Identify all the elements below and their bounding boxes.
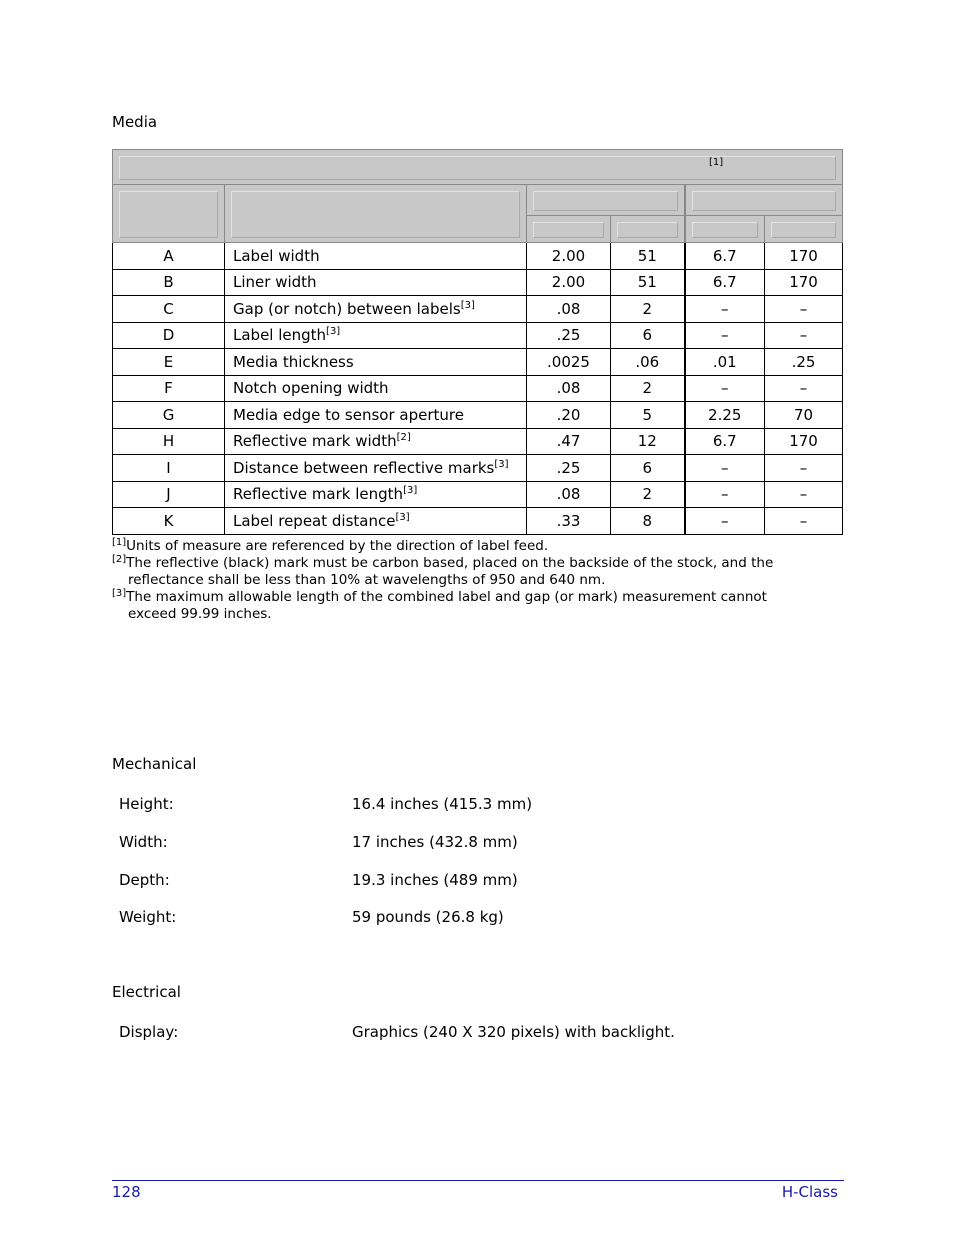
row-max-inches: – xyxy=(685,296,765,323)
row-dimension: Distance between reflective marks[3] xyxy=(225,455,527,482)
row-max-mm: – xyxy=(765,322,843,349)
row-max-inches: – xyxy=(685,508,765,535)
row-max-inches: – xyxy=(685,322,765,349)
row-key: D xyxy=(113,322,225,349)
footnote-2: [2]The reflective (black) mark must be carbon based, placed on the backside of the stock, and the reflectance shall be less than 10% at wavelengths of 950 and 640 nm. xyxy=(112,554,774,588)
row-min-inches: .47 xyxy=(527,428,611,455)
row-max-mm: – xyxy=(765,455,843,482)
row-dimension: Notch opening width xyxy=(225,375,527,402)
footnote-marker: [3] xyxy=(395,511,410,523)
spec-value-display: Graphics (240 X 320 pixels) with backlight. xyxy=(352,1023,675,1041)
row-key: E xyxy=(113,349,225,376)
row-max-mm: .25 xyxy=(765,349,843,376)
row-min-inches: .25 xyxy=(527,455,611,482)
footnote-3: [3]The maximum allowable length of the combined label and gap (or mark) measurement cannot exceed 99.99 inches. xyxy=(112,588,767,622)
row-dimension: Label length[3] xyxy=(225,322,527,349)
spec-value-width: 17 inches (432.8 mm) xyxy=(352,833,518,851)
row-max-mm: 170 xyxy=(765,269,843,296)
row-max-mm: – xyxy=(765,481,843,508)
footnote-marker: [3] xyxy=(460,299,475,311)
row-dimension: Media thickness xyxy=(225,349,527,376)
row-min-mm: 51 xyxy=(611,269,685,296)
row-max-mm: 170 xyxy=(765,243,843,270)
row-max-mm: 70 xyxy=(765,402,843,429)
footnote-marker: [3] xyxy=(494,458,509,470)
row-min-inches: .20 xyxy=(527,402,611,429)
footnote-marker: [2] xyxy=(396,432,411,444)
row-max-mm: – xyxy=(765,375,843,402)
row-min-mm: .06 xyxy=(611,349,685,376)
row-min-inches: .0025 xyxy=(527,349,611,376)
footer-product-name: H-Class xyxy=(781,1183,838,1201)
table-row xyxy=(113,243,843,270)
header-cell-max-mm xyxy=(765,216,843,243)
table-row xyxy=(113,322,843,349)
table-row xyxy=(113,349,843,376)
row-dimension: Label width xyxy=(225,243,527,270)
row-dimension: Liner width xyxy=(225,269,527,296)
table-row xyxy=(113,428,843,455)
row-max-inches: 2.25 xyxy=(685,402,765,429)
row-key: G xyxy=(113,402,225,429)
table-row xyxy=(113,269,843,296)
electrical-section-title: Electrical xyxy=(112,983,181,1001)
spec-value-weight: 59 pounds (26.8 kg) xyxy=(352,908,504,926)
row-min-inches: 2.00 xyxy=(527,243,611,270)
row-key: F xyxy=(113,375,225,402)
media-specs-table xyxy=(112,149,843,535)
footnote-marker: [3] xyxy=(326,326,341,338)
row-key: B xyxy=(113,269,225,296)
table-subheader-row xyxy=(113,185,843,216)
spec-label-width: Width: xyxy=(119,833,168,851)
row-min-mm: 2 xyxy=(611,296,685,323)
row-key: I xyxy=(113,455,225,482)
row-key: K xyxy=(113,508,225,535)
table-header-cell xyxy=(113,150,843,185)
row-min-mm: 2 xyxy=(611,481,685,508)
row-max-inches: .01 xyxy=(685,349,765,376)
row-min-inches: .33 xyxy=(527,508,611,535)
row-max-inches: – xyxy=(685,455,765,482)
row-dimension: Label repeat distance[3] xyxy=(225,508,527,535)
media-section-title: Media xyxy=(112,113,158,131)
row-max-mm: 170 xyxy=(765,428,843,455)
row-dimension: Gap (or notch) between labels[3] xyxy=(225,296,527,323)
header-cell-max-inches xyxy=(685,216,765,243)
row-max-mm: – xyxy=(765,296,843,323)
table-row xyxy=(113,375,843,402)
row-dimension: Media edge to sensor aperture xyxy=(225,402,527,429)
header-cell-key xyxy=(113,185,225,243)
footnote-1: [1]Units of measure are referenced by the direction of label feed. xyxy=(112,537,549,554)
row-key: J xyxy=(113,481,225,508)
row-max-inches: – xyxy=(685,481,765,508)
footnote-marker: [3] xyxy=(403,485,418,497)
row-min-mm: 5 xyxy=(611,402,685,429)
row-min-inches: .08 xyxy=(527,375,611,402)
page-number: 128 xyxy=(112,1183,141,1201)
row-key: C xyxy=(113,296,225,323)
spec-label-depth: Depth: xyxy=(119,871,170,889)
spec-value-depth: 19.3 inches (489 mm) xyxy=(352,871,518,889)
row-min-inches: .08 xyxy=(527,481,611,508)
row-dimension: Reflective mark length[3] xyxy=(225,481,527,508)
row-key: H xyxy=(113,428,225,455)
row-min-inches: 2.00 xyxy=(527,269,611,296)
row-max-inches: 6.7 xyxy=(685,243,765,270)
row-min-mm: 8 xyxy=(611,508,685,535)
row-key: A xyxy=(113,243,225,270)
table-row xyxy=(113,296,843,323)
spec-value-height: 16.4 inches (415.3 mm) xyxy=(352,795,533,813)
table-row xyxy=(113,402,843,429)
row-min-mm: 2 xyxy=(611,375,685,402)
row-max-inches: 6.7 xyxy=(685,428,765,455)
spec-label-weight: Weight: xyxy=(119,908,177,926)
row-min-mm: 6 xyxy=(611,322,685,349)
row-max-inches: 6.7 xyxy=(685,269,765,296)
table-header-row xyxy=(113,150,843,185)
header-cell-maximum xyxy=(685,185,843,216)
header-cell-min-inches xyxy=(527,216,611,243)
mechanical-section-title: Mechanical xyxy=(112,755,197,773)
row-min-inches: .08 xyxy=(527,296,611,323)
row-dimension: Reflective mark width[2] xyxy=(225,428,527,455)
row-max-inches: – xyxy=(685,375,765,402)
header-cell-minimum xyxy=(527,185,685,216)
spec-label-display: Display: xyxy=(119,1023,179,1041)
row-min-mm: 12 xyxy=(611,428,685,455)
table-row xyxy=(113,508,843,535)
row-min-inches: .25 xyxy=(527,322,611,349)
header-cell-dimension xyxy=(225,185,527,243)
footer-divider xyxy=(112,1180,844,1181)
row-min-mm: 51 xyxy=(611,243,685,270)
row-min-mm: 6 xyxy=(611,455,685,482)
spec-label-height: Height: xyxy=(119,795,174,813)
header-footnote-marker: [1] xyxy=(709,157,724,168)
table-row xyxy=(113,481,843,508)
row-max-mm: – xyxy=(765,508,843,535)
header-cell-min-mm xyxy=(611,216,685,243)
table-row xyxy=(113,455,843,482)
